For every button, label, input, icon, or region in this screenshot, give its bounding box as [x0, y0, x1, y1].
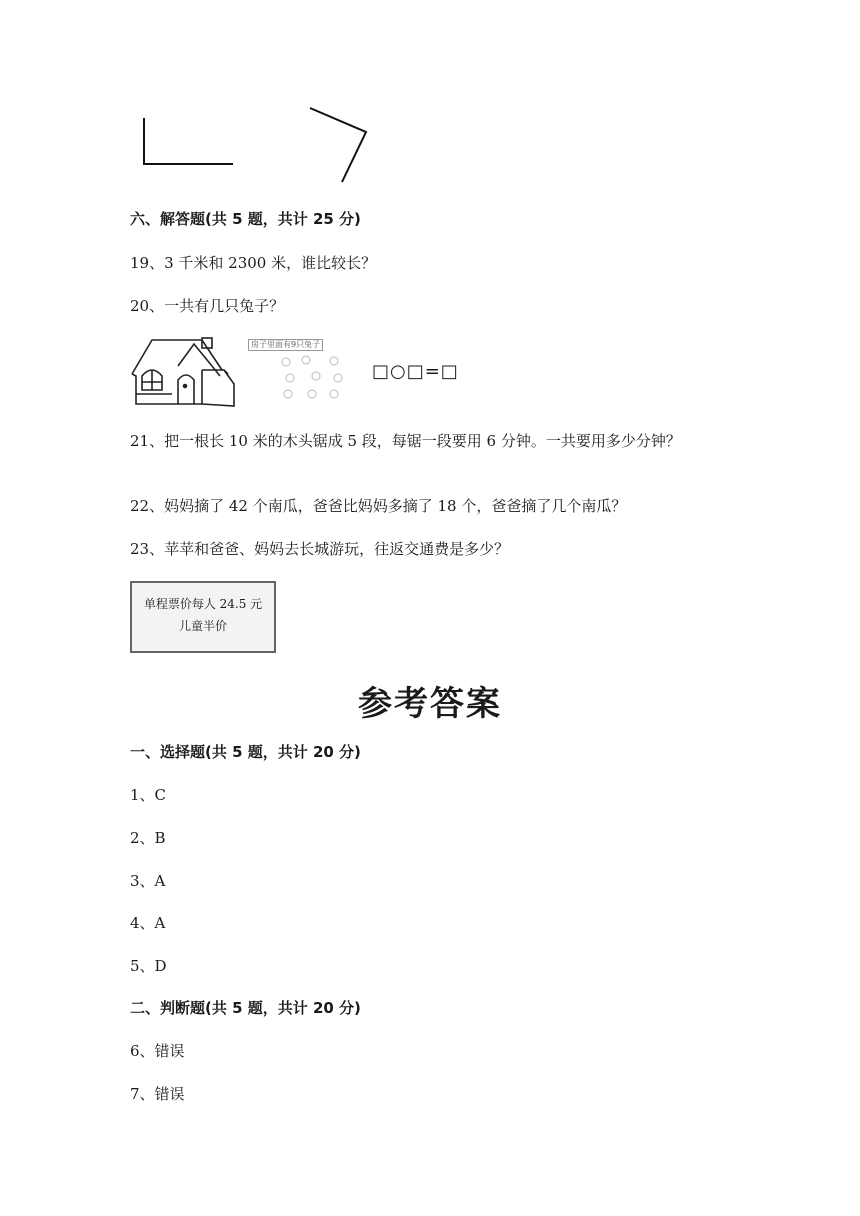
answer-item: 7、错误: [130, 1085, 185, 1103]
acute-angle-figure: [310, 108, 366, 182]
right-angle-figure: [144, 118, 233, 164]
rabbit-sign: 房子里面有9只兔子: [248, 339, 323, 351]
question-20: 20、一共有几只兔子？: [130, 297, 285, 315]
answer-item: 4、A: [130, 914, 166, 932]
answers-section1-heading: 一、选择题(共 5 题，共计 20 分): [130, 743, 361, 761]
question-19: 19、3 千米和 2300 米，谁比较长？: [130, 254, 377, 272]
house-illustration: [128, 330, 240, 410]
question-22: 22、妈妈摘了 42 个南瓜，爸爸比妈妈多摘了 18 个，爸爸摘了几个南瓜？: [130, 497, 627, 515]
equation-blanks: □○□=□: [372, 361, 459, 382]
angle-figures: [130, 100, 390, 190]
answer-item: 1、C: [130, 786, 167, 804]
ticket-line-2: 儿童半价: [178, 619, 227, 633]
section6-heading: 六、解答题(共 5 题，共计 25 分): [130, 210, 361, 228]
question-21: 21、把一根长 10 米的木头锯成 5 段，每锯一段要用 6 分钟。一共要用多少分钟？: [130, 432, 681, 450]
question-23: 23、苹苹和爸爸、妈妈去长城游玩，往返交通费是多少？: [130, 540, 510, 558]
ticket-price-box: [130, 581, 276, 653]
answer-item: 2、B: [130, 829, 166, 847]
ticket-line-1: 单程票价每人 24.5 元: [143, 597, 263, 611]
answer-item: 5、D: [130, 957, 167, 975]
answer-item: 6、错误: [130, 1042, 185, 1060]
answers-section2-heading: 二、判断题(共 5 题，共计 20 分): [130, 999, 361, 1017]
answers-title: 参考答案: [358, 684, 502, 724]
rabbits-faint: [276, 352, 356, 402]
answer-item: 3、A: [130, 872, 166, 890]
